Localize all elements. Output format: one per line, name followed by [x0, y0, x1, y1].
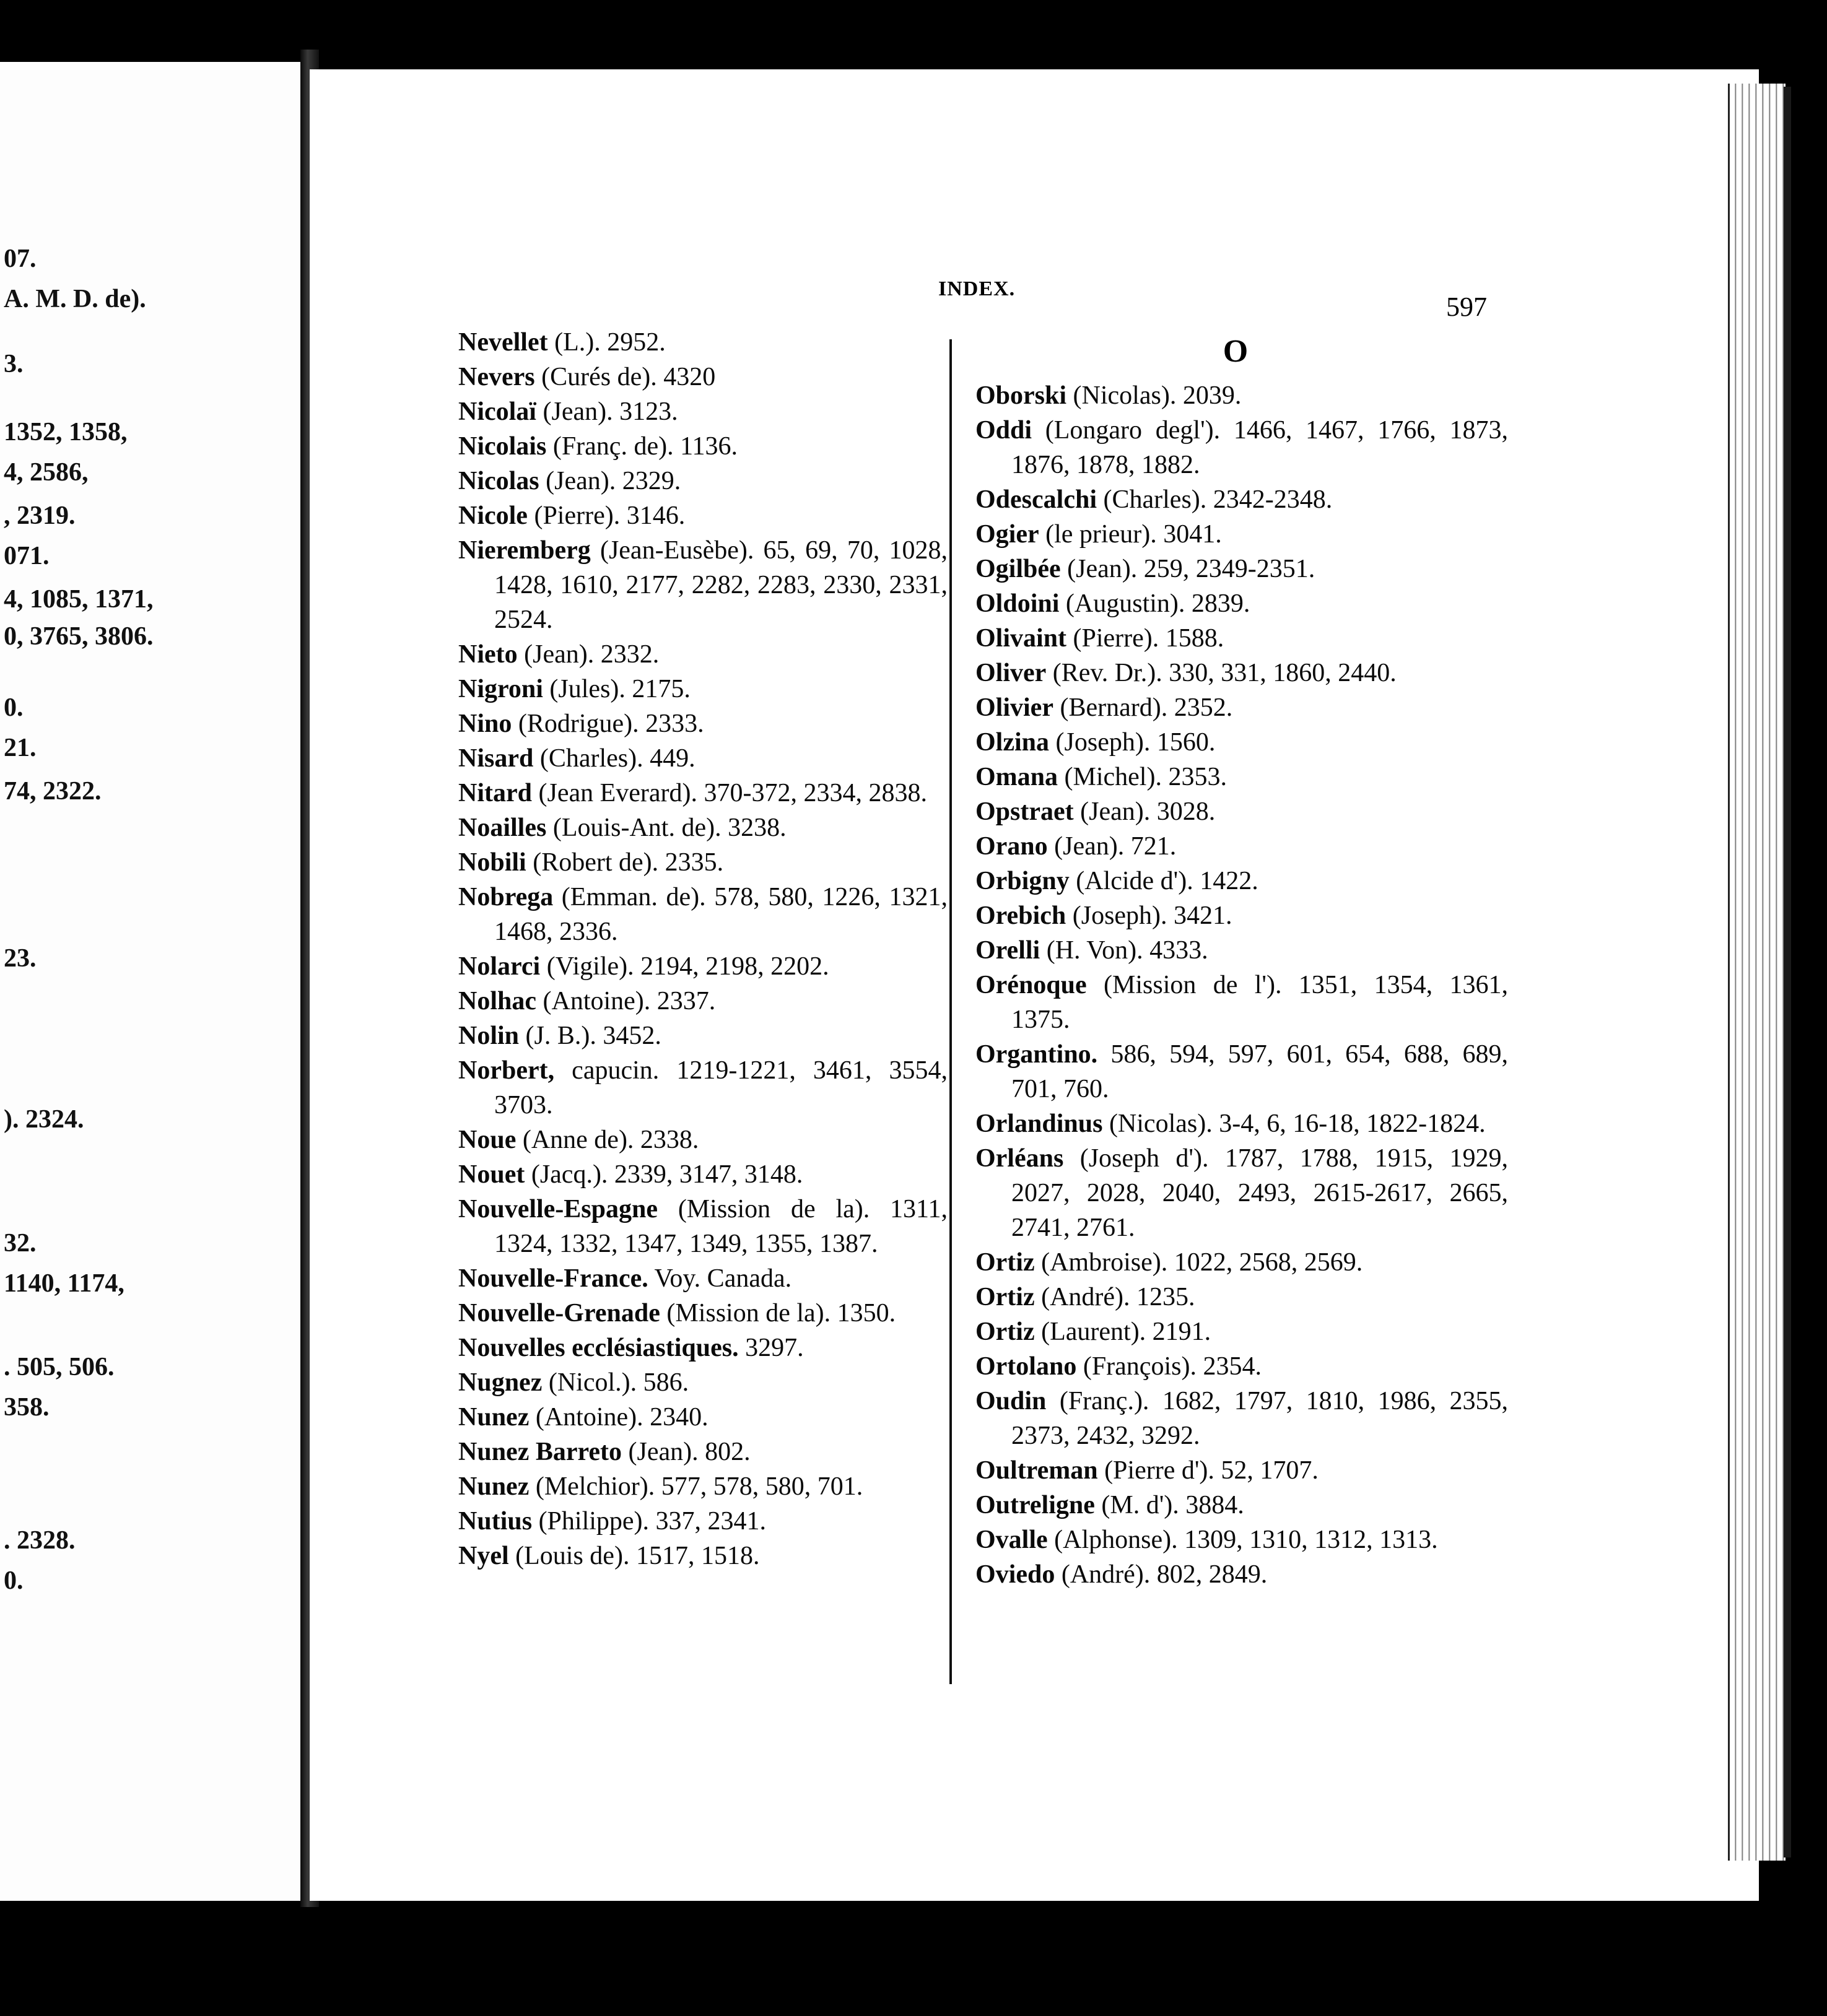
entry-references: (Louis de). 1517, 1518. [508, 1542, 760, 1570]
index-entry [975, 690, 1508, 725]
index-entry [458, 1019, 948, 1053]
entry-name: Organtino. [975, 1040, 1098, 1069]
page-edges [1728, 84, 1786, 1861]
index-entry [458, 672, 948, 706]
index-entry [975, 1280, 1508, 1314]
index-entry [975, 586, 1508, 621]
previous-page-text-fragment: 32. [4, 1229, 37, 1258]
entry-name: Outreligne [975, 1491, 1095, 1519]
entry-references: (Vigile). 2194, 2198, 2202. [540, 952, 829, 981]
previous-page-text-fragment: 21. [4, 734, 37, 762]
entry-references: (Jean). 2332. [517, 640, 660, 669]
previous-page-text-fragment: ). 2324. [4, 1105, 84, 1134]
previous-page-text-fragment: 0, 3765, 3806. [4, 622, 154, 651]
index-entry [975, 1557, 1508, 1592]
index-entry [975, 1314, 1508, 1349]
entry-references: Voy. Canada. [648, 1264, 792, 1293]
entry-name: Ogier [975, 520, 1039, 549]
index-column-right [975, 325, 1508, 1592]
index-entry [458, 776, 948, 810]
entry-name: Orelli [975, 936, 1040, 965]
entry-name: Oultreman [975, 1456, 1098, 1485]
index-entry [975, 1384, 1508, 1453]
entry-name: Norbert, [458, 1056, 555, 1085]
entry-references: (Bernard). 2352. [1053, 693, 1233, 722]
entry-name: Nutius [458, 1507, 533, 1536]
index-entry [458, 1331, 948, 1365]
entry-references: 3297. [738, 1334, 804, 1362]
entry-references: (le prieur). 3041. [1039, 520, 1222, 549]
index-entry [975, 898, 1508, 933]
entry-references: (Alphonse). 1309, 1310, 1312, 1313. [1047, 1526, 1438, 1554]
index-entry [458, 498, 948, 533]
index-entry [458, 810, 948, 845]
entry-name: Nunez [458, 1403, 530, 1432]
entry-name: Ortolano [975, 1352, 1077, 1381]
index-entry [975, 829, 1508, 864]
entry-references: (André). 1235. [1034, 1283, 1195, 1311]
entry-name: Ortiz [975, 1318, 1035, 1346]
index-entry [458, 394, 948, 429]
index-entry [975, 794, 1508, 829]
entry-references: (Mission de l'). 1351, 1354, 1361, 1375. [1011, 971, 1508, 1034]
entry-name: Ogilbée [975, 555, 1061, 583]
index-entry [975, 1245, 1508, 1280]
column-divider [949, 339, 952, 1684]
entry-references: (Charles). 449. [533, 744, 695, 773]
index-entry [975, 1037, 1508, 1106]
entry-references: 586, 594, 597, 601, 654, 688, 689, 701, 760. [1011, 1040, 1508, 1103]
entry-references: (Nicol.). 586. [542, 1368, 689, 1397]
index-entry [458, 1365, 948, 1400]
entry-references: (Pierre). 1588. [1066, 624, 1224, 653]
entry-references: (Robert de). 2335. [526, 848, 724, 877]
entry-references: (Jacq.). 2339, 3147, 3148. [525, 1160, 803, 1189]
section-letter: O [1223, 334, 1249, 369]
entry-name: Nolhac [458, 987, 536, 1015]
entry-references: (Michel). 2353. [1058, 763, 1227, 791]
index-entry [975, 1488, 1508, 1523]
previous-page-text-fragment: 23. [4, 944, 37, 973]
entry-name: Nunez Barreto [458, 1438, 622, 1466]
index-entry [458, 1469, 948, 1504]
entry-name: Nugnez [458, 1368, 543, 1397]
entry-name: Omana [975, 763, 1058, 791]
index-entry [975, 552, 1508, 586]
index-entry [458, 1157, 948, 1192]
entry-references: (Jean). 721. [1047, 832, 1177, 861]
index-entry [458, 1123, 948, 1157]
entry-references: (Augustin). 2839. [1059, 589, 1250, 618]
index-entry [975, 1106, 1508, 1141]
page-number: 597 [1446, 292, 1487, 322]
entry-name: Nouvelles ecclésiastiques. [458, 1334, 739, 1362]
index-entry [458, 464, 948, 498]
entry-name: Nobrega [458, 883, 554, 911]
entry-references: (Charles). 2342-2348. [1097, 485, 1333, 514]
index-entry [975, 1453, 1508, 1488]
entry-references: (Emman. de). 578, 580, 1226, 1321, 1468, 2336. [494, 883, 948, 946]
entry-name: Nicolas [458, 467, 539, 495]
previous-page-text-fragment: 0. [4, 1566, 24, 1595]
entry-name: Ortiz [975, 1248, 1035, 1277]
entry-name: Nisard [458, 744, 534, 773]
entry-references: capucin. 1219-1221, 3461, 3554, 3703. [494, 1056, 948, 1119]
entry-references: (Melchior). 577, 578, 580, 701. [529, 1472, 863, 1501]
entry-references: (Ambroise). 1022, 2568, 2569. [1034, 1248, 1363, 1277]
index-entry [458, 1296, 948, 1331]
entry-references: (Antoine). 2337. [536, 987, 716, 1015]
index-entry [458, 325, 948, 360]
entry-name: Oldoini [975, 589, 1060, 618]
entry-name: Noailles [458, 814, 547, 842]
index-entry [975, 517, 1508, 552]
entry-references: (Curés de). 4320 [534, 363, 716, 391]
entry-name: Nouvelle-France. [458, 1264, 648, 1293]
previous-page-text-fragment: 74, 2322. [4, 777, 102, 806]
entry-references: (Pierre d'). 52, 1707. [1097, 1456, 1319, 1485]
entry-name: Nevers [458, 363, 535, 391]
entry-references: (Nicolas). 2039. [1066, 381, 1242, 410]
entry-name: Nicolais [458, 432, 547, 461]
entry-name: Oliver [975, 659, 1047, 687]
previous-page-fragment [0, 62, 300, 1901]
entry-name: Oudin [975, 1387, 1047, 1415]
entry-references: (Alcide d'). 1422. [1069, 867, 1258, 895]
entry-references: (Anne de). 2338. [516, 1126, 699, 1154]
entry-name: Olivaint [975, 624, 1067, 653]
previous-page-text-fragment: . 505, 506. [4, 1353, 115, 1381]
index-entry [458, 1261, 948, 1296]
index-entry [458, 360, 948, 394]
entry-references: (Pierre). 3146. [527, 502, 686, 530]
entry-name: Nitard [458, 779, 532, 807]
entry-name: Oviedo [975, 1560, 1055, 1589]
entry-name: Nolarci [458, 952, 541, 981]
index-column-left [458, 325, 948, 1573]
entry-name: Orebich [975, 902, 1066, 930]
entry-references: (Jean Everard). 370-372, 2334, 2838. [532, 779, 927, 807]
index-entry [975, 933, 1508, 968]
entry-name: Orlandinus [975, 1110, 1103, 1138]
index-entry [458, 741, 948, 776]
entry-name: Oddi [975, 416, 1032, 445]
entry-references: (Franç. de). 1136. [546, 432, 738, 461]
index-entries-o [975, 378, 1508, 1592]
index-entry [458, 706, 948, 741]
entry-name: Nolin [458, 1022, 520, 1050]
index-entry [458, 880, 948, 949]
entry-name: Ovalle [975, 1526, 1048, 1554]
index-entry [975, 621, 1508, 656]
entry-references: (Joseph d'). 1787, 1788, 1915, 1929, 2027, 2028, 2040, 2493, 2615-2617, 2665, 2741, 2761. [1011, 1144, 1508, 1242]
entry-references: (Mission de la). 1311, 1324, 1332, 1347, 1349, 1355, 1387. [494, 1195, 948, 1258]
previous-page-text-fragment: 4, 1085, 1371, [4, 585, 154, 614]
entry-name: Oborski [975, 381, 1067, 410]
index-entry [975, 760, 1508, 794]
entry-name: Olivier [975, 693, 1053, 722]
entry-references: (Philippe). 337, 2341. [532, 1507, 767, 1536]
entry-name: Nouvelle-Grenade [458, 1299, 660, 1327]
entry-references: (L.). 2952. [547, 328, 666, 357]
entry-references: (Joseph). 3421. [1066, 902, 1232, 930]
index-entry [458, 1435, 948, 1469]
index-entry [458, 845, 948, 880]
entry-references: (H. Von). 4333. [1040, 936, 1208, 965]
entry-references: (Longaro degl'). 1466, 1467, 1766, 1873, 1876, 1878, 1882. [1011, 416, 1508, 479]
entry-references: (Jean). 3028. [1073, 797, 1216, 826]
entry-name: Orano [975, 832, 1048, 861]
entry-name: Orénoque [975, 971, 1087, 999]
entry-references: (Jean). 2329. [539, 467, 681, 495]
previous-page-text-fragment: 358. [4, 1393, 50, 1422]
entry-references: (Laurent). 2191. [1034, 1318, 1211, 1346]
entry-name: Nino [458, 710, 512, 738]
entry-name: Nevellet [458, 328, 548, 357]
entry-name: Nieto [458, 640, 518, 669]
previous-page-text-fragment: 07. [4, 245, 37, 273]
entry-references: (M. d'). 3884. [1094, 1491, 1244, 1519]
index-entry [975, 656, 1508, 690]
entry-name: Nobili [458, 848, 526, 877]
entry-name: Nicole [458, 502, 528, 530]
previous-page-text-fragment: 0. [4, 693, 24, 722]
book-edge-shadow [1784, 87, 1791, 1857]
entry-name: Opstraet [975, 797, 1074, 826]
entry-name: Nouvelle-Espagne [458, 1195, 658, 1223]
index-entry [458, 984, 948, 1019]
entry-references: (Jean). 259, 2349-2351. [1060, 555, 1315, 583]
index-entry [458, 1053, 948, 1123]
previous-page-text-fragment: A. M. D. de). [4, 285, 146, 313]
index-entry [975, 1141, 1508, 1245]
index-entry [975, 413, 1508, 482]
entry-references: (Jean). 3123. [536, 398, 678, 426]
previous-page-text-fragment: 3. [4, 350, 24, 378]
index-entry [975, 725, 1508, 760]
index-entry [975, 1523, 1508, 1557]
entry-name: Olzina [975, 728, 1050, 757]
index-entry [458, 533, 948, 637]
entry-name: Noue [458, 1126, 517, 1154]
entry-references: (Franç.). 1682, 1797, 1810, 1986, 2355, 2373, 2432, 3292. [1011, 1387, 1508, 1450]
entry-name: Ortiz [975, 1283, 1035, 1311]
index-entry [975, 378, 1508, 413]
index-entry [975, 968, 1508, 1037]
entry-references: (Jean-Eusèbe). 65, 69, 70, 1028, 1428, 1610, 2177, 2282, 2283, 2330, 2331, 2524. [494, 536, 948, 634]
entry-references: (Jules). 2175. [543, 675, 691, 703]
entry-name: Nieremberg [458, 536, 591, 565]
entry-references: (Jean). 802. [622, 1438, 751, 1466]
entry-name: Nunez [458, 1472, 530, 1501]
previous-page-text-fragment: 4, 2586, [4, 458, 89, 487]
entry-name: Nigroni [458, 675, 543, 703]
previous-page-text-fragment: . 2328. [4, 1526, 76, 1555]
entry-name: Nouet [458, 1160, 525, 1189]
index-entry [458, 637, 948, 672]
entry-references: (Rev. Dr.). 330, 331, 1860, 2440. [1046, 659, 1397, 687]
entry-references: (J. B.). 3452. [519, 1022, 661, 1050]
index-entry [458, 1504, 948, 1539]
index-entry [458, 949, 948, 984]
index-entry [975, 864, 1508, 898]
index-entry [975, 482, 1508, 517]
entry-references: (André). 802, 2849. [1055, 1560, 1268, 1589]
entry-name: Nyel [458, 1542, 509, 1570]
index-entry [975, 1349, 1508, 1384]
previous-page-text-fragment: 071. [4, 542, 50, 570]
previous-page-text-fragment: 1352, 1358, [4, 418, 128, 446]
entry-name: Orbigny [975, 867, 1070, 895]
index-entry [458, 1400, 948, 1435]
index-entry [458, 1192, 948, 1261]
entry-references: (Louis-Ant. de). 3238. [546, 814, 787, 842]
entry-references: (Rodrigue). 2333. [512, 710, 704, 738]
running-head: INDEX. [938, 277, 1016, 300]
entry-references: (Antoine). 2340. [529, 1403, 709, 1432]
entry-name: Orléans [975, 1144, 1064, 1173]
index-entry [458, 1539, 948, 1573]
previous-page-text-fragment: 1140, 1174, [4, 1269, 124, 1298]
entry-name: Odescalchi [975, 485, 1097, 514]
entry-references: (Nicolas). 3-4, 6, 16-18, 1822-1824. [1102, 1110, 1486, 1138]
previous-page-text-fragment: , 2319. [4, 502, 76, 530]
entry-name: Nicolaï [458, 398, 536, 426]
entry-references: (Joseph). 1560. [1049, 728, 1216, 757]
entry-references: (François). 2354. [1076, 1352, 1262, 1381]
entry-references: (Mission de la). 1350. [660, 1299, 896, 1327]
index-entry [458, 429, 948, 464]
